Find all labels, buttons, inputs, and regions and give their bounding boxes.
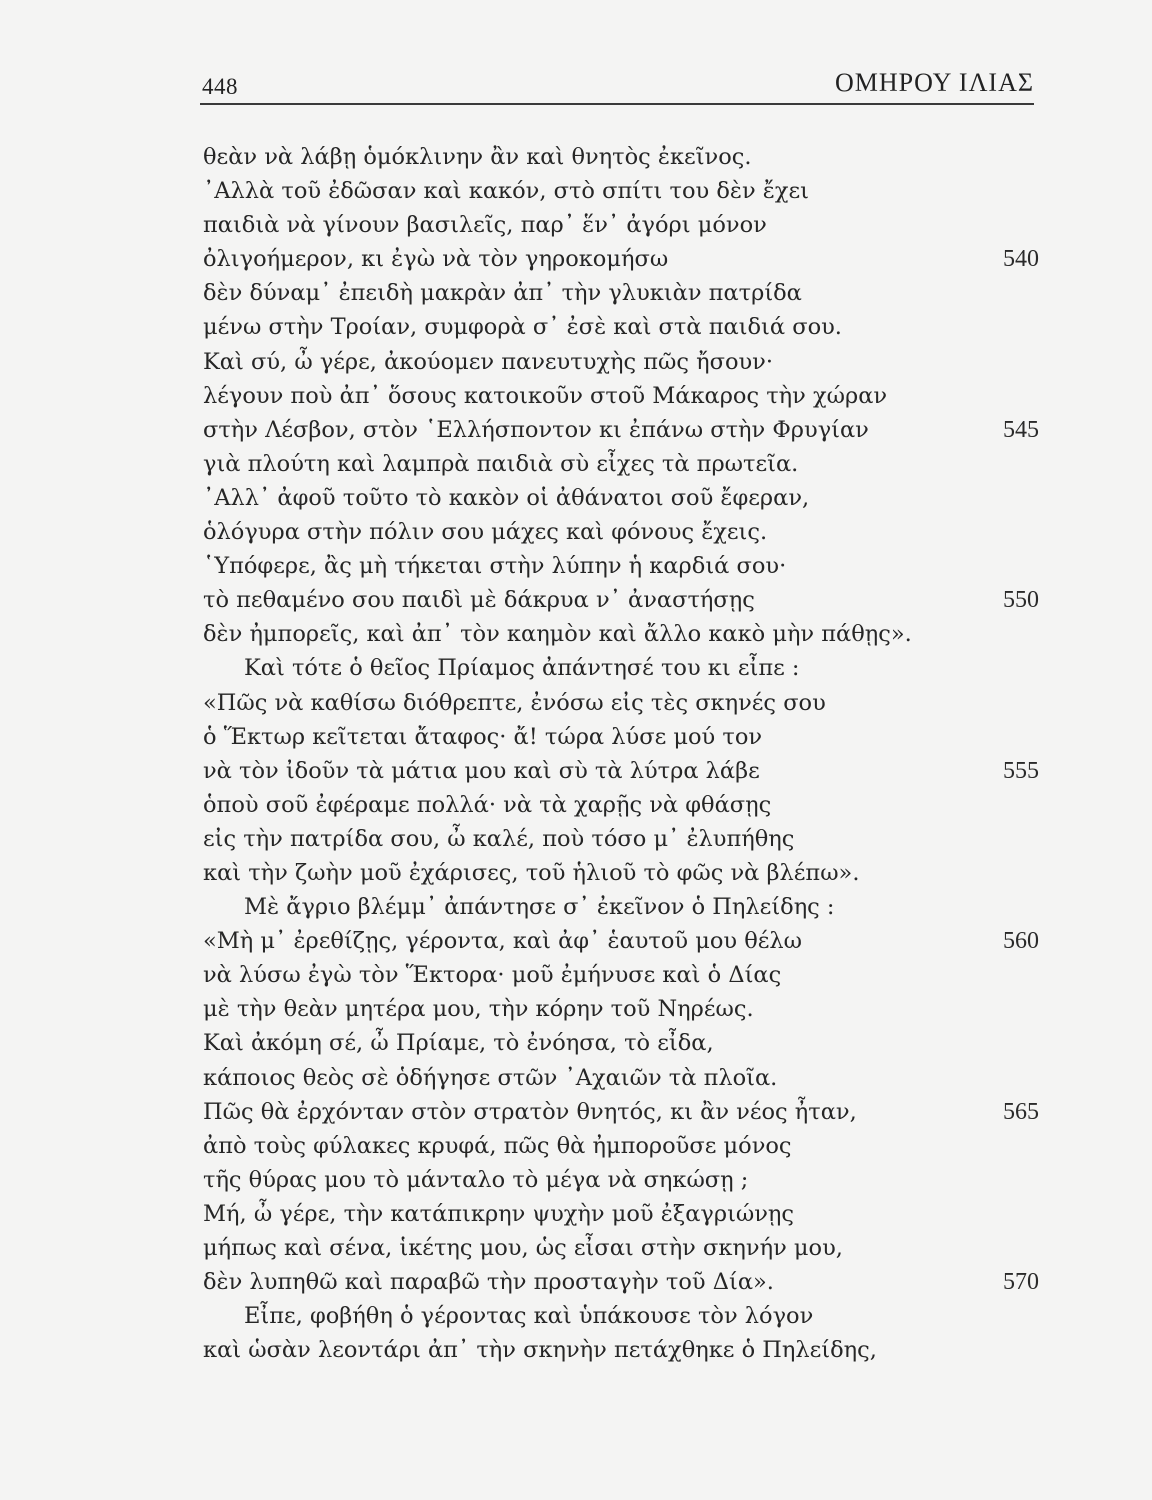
verse-text: μὲ τὴν θεὰν μητέρα μου, τὴν κόρην τοῦ Νηρέως. [203,996,754,1023]
page-number: 448 [202,74,238,99]
verse-text: ὁλόγυρα στὴν πόλιν σου μάχες καὶ φόνους ἔχεις. [203,519,768,546]
verse-line [0,515,1152,549]
verse-line [0,1265,1152,1299]
verse-line [0,310,1152,344]
verse-text: Καὶ ἀκόμη σέ, ὦ Πρίαμε, τὸ ἐνόησα, τὸ εἶδα, [203,1030,714,1057]
verse-text: μήπως καὶ σένα, ἱκέτης μου, ὡς εἶσαι στὴν σκηνήν μου, [203,1235,843,1261]
verse-line [0,651,1152,685]
verse-text: νὰ λύσω ἐγὼ τὸν Ἕκτορα· μοῦ ἐμήνυσε καὶ ὁ Δίας [203,962,782,989]
verse-line [0,379,1152,413]
verse-text: καὶ τὴν ζωὴν μοῦ ἐχάρισες, τοῦ ἡλιοῦ τὸ φῶς νὰ βλέπω». [203,859,860,886]
verse-line [0,1231,1152,1265]
verse-text: λέγουν ποὺ ἀπ᾿ ὅσους κατοικοῦν στοῦ Μάκαρος τὴν χώραν [203,382,888,409]
verse-line [0,242,1152,276]
verse-text: τὸ πεθαμένο σου παιδὶ μὲ δάκρυα ν᾿ ἀναστήσῃς [203,587,755,614]
verse-line [0,345,1152,379]
verse-text: νὰ τὸν ἰδοῦν τὰ μάτια μου καὶ σὺ τὰ λύτρα λάβε [203,757,760,784]
verse-text: δὲν ἠμπορεῖς, καὶ ἀπ᾿ τὸν καημὸν καὶ ἄλλο κακὸ μὴν πάθῃς». [203,621,912,648]
verse-line [0,208,1152,242]
verse-text: εἰς τὴν πατρίδα σου, ὦ καλέ, ποὺ τόσο μ᾿ ἐλυπήθης [203,825,795,852]
line-number: 555 [1003,757,1039,784]
verse-line [0,788,1152,822]
verse-line [0,1129,1152,1163]
verse-text: ᾿Αλλὰ τοῦ ἐδῶσαν καὶ κακόν, στὸ σπίτι του δὲν ἔχει [203,178,809,205]
verse-text: τῆς θύρας μου τὸ μάνταλο τὸ μέγα νὰ σηκώσῃ ; [203,1166,749,1193]
verse-line [0,924,1152,958]
verse-line [0,276,1152,310]
verse-line [0,958,1152,992]
verse-line [0,1333,1152,1367]
verse-line [0,1163,1152,1197]
verse-line [0,549,1152,583]
verse-text: παιδιὰ νὰ γίνουν βασιλεῖς, παρ᾿ ἕν᾿ ἀγόρι μόνον [203,212,767,239]
verse-text: Πῶς θὰ ἐρχόνταν στὸν στρατὸν θνητός, κι ἂν νέος ἦταν, [203,1098,857,1125]
verse-line [0,1026,1152,1060]
verse-text: δὲν δύναμ᾿ ἐπειδὴ μακρὰν ἀπ᾿ τὴν γλυκιὰν πατρίδα [203,280,802,307]
line-number: 560 [1003,928,1039,955]
line-number: 570 [1003,1269,1039,1296]
verse-line [0,447,1152,481]
verse-text: «Πῶς νὰ καθίσω διόθρεπτε, ἐνόσω εἰς τὲς σκηνές σου [203,689,826,716]
verse-text: ὁποὺ σοῦ ἐφέραμε πολλά· νὰ τὰ χαρῇς νὰ φθάσῃς [203,791,772,818]
verse-line [0,1197,1152,1231]
verse-line [0,617,1152,651]
verse-text: δὲν λυπηθῶ καὶ παραβῶ τὴν προσταγὴν τοῦ Δία». [203,1269,774,1296]
verse-text: Καὶ σύ, ὦ γέρε, ἀκούομεν πανευτυχὴς πῶς ἤσουν· [203,348,774,375]
verse-text: στὴν Λέσβον, στὸν ῾Ελλήσποντον κι ἐπάνω στὴν Φρυγίαν [203,416,869,443]
verse-line [0,413,1152,447]
verse-text: ἀπὸ τοὺς φύλακες κρυφά, πῶς θὰ ἠμποροῦσε μόνος [203,1132,792,1159]
verse-text: Εἶπε, φοβήθη ὁ γέροντας καὶ ὑπάκουσε τὸν λόγον [244,1303,814,1330]
verse-text: Μὲ ἄγριο βλέμμ᾿ ἀπάντησε σ᾿ ἐκεῖνον ὁ Πηλείδης : [244,894,835,921]
line-number: 545 [1003,416,1039,443]
verse-text: «Μὴ μ᾿ ἐρεθίζῃς, γέροντα, καὶ ἀφ᾿ ἑαυτοῦ μου θέλω [203,928,803,955]
page-header [202,66,1034,102]
verse-text: μένω στὴν Τροίαν, συμφορὰ σ᾿ ἐσὲ καὶ στὰ παιδιά σου. [203,314,842,341]
running-title: ΟΜΗΡΟΥ ΙΛΙΑΣ [834,68,1034,97]
header-rule [200,103,1034,105]
verse-text: καὶ ὡσὰν λεοντάρι ἀπ᾿ τὴν σκηνὴν πετάχθηκε ὁ Πηλείδης, [203,1337,877,1364]
verse-text: ᾿Αλλ᾿ ἀφοῦ τοῦτο τὸ κακὸν οἱ ἀθάνατοι σοῦ ἔφεραν, [203,484,810,511]
verse-line [0,1299,1152,1333]
verse-text: ῾Υπόφερε, ἂς μὴ τήκεται στὴν λύπην ἡ καρδιά σου· [203,553,787,580]
verse-text: ὁ Ἕκτωρ κεῖτεται ἄταφος· ἄ! τώρα λύσε μού τον [203,723,763,750]
verse-line [0,583,1152,617]
line-number: 550 [1003,587,1039,614]
verse-line [0,822,1152,856]
line-number: 540 [1003,246,1039,273]
verse-line [0,720,1152,754]
verse-line [0,992,1152,1026]
verse-block [0,140,1152,1367]
verse-line [0,890,1152,924]
verse-text: κάποιος θεὸς σὲ ὁδήγησε στῶν ᾿Αχαιῶν τὰ πλοῖα. [203,1064,778,1091]
line-number: 565 [1003,1098,1039,1125]
verse-text: θεὰν νὰ λάβῃ ὁμόκλινην ἂν καὶ θνητὸς ἐκεῖνος. [203,144,752,170]
verse-line [0,686,1152,720]
verse-line [0,1061,1152,1095]
verse-line [0,754,1152,788]
verse-line [0,481,1152,515]
verse-line [0,856,1152,890]
verse-text: γιὰ πλούτη καὶ λαμπρὰ παιδιὰ σὺ εἶχες τὰ πρωτεῖα. [203,450,799,477]
verse-line [0,174,1152,208]
verse-line [0,1095,1152,1129]
verse-line [0,140,1152,174]
verse-text: ὀλιγοήμερον, κι ἐγὼ νὰ τὸν γηροκομήσω [203,246,669,273]
verse-text: Μή, ὦ γέρε, τὴν κατάπικρην ψυχὴν μοῦ ἐξαγριώνῃς [203,1200,795,1227]
verse-text: Καὶ τότε ὁ θεῖος Πρίαμος ἀπάντησέ του κι εἶπε : [244,655,800,682]
